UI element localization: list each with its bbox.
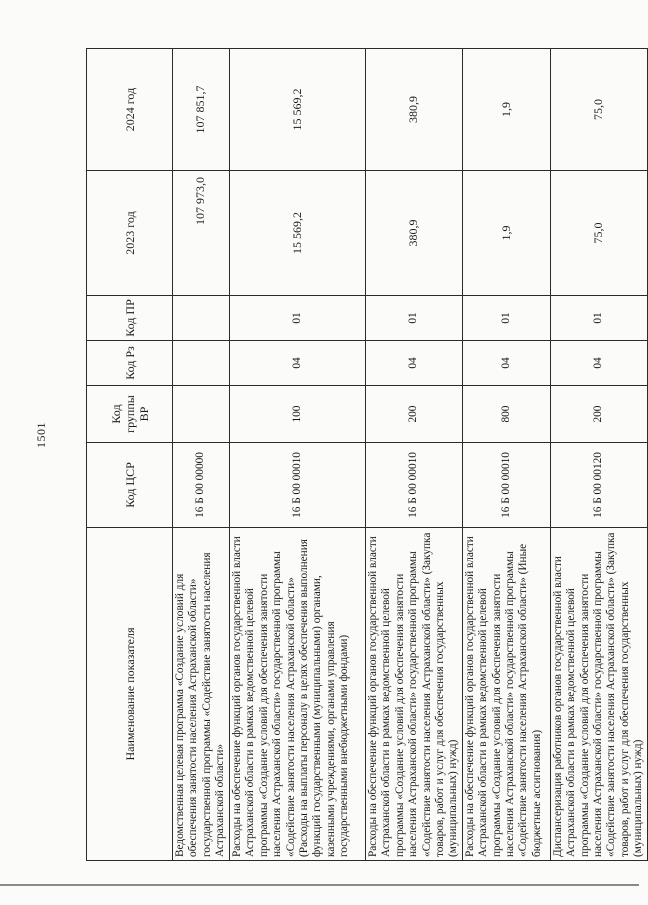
row-2023: 75,0 [550,171,647,296]
row-2023: 15 569,2 [230,171,366,296]
row-pr: 01 [230,296,366,341]
header-csr: Код ЦСР [87,443,173,528]
table-row [462,49,550,861]
row-2024: 15 569,2 [230,49,366,171]
row-name: Расходы на обеспечение функций органов государственной власти Астраханской области в рамках ведомственной целевой программы «Создание условий для обеспечения занятости населения Астраханской области» государственной программы «Содействие занятости населения Астраханской области» (Иные бюджетные ассигнования) [462,528,550,861]
row-vr: 100 [230,386,366,443]
header-pr: Код ПР [87,296,173,341]
table-row [230,49,366,861]
row-2024: 380,9 [366,49,463,171]
header-2024: 2024 год [87,49,173,171]
row-csr: 16 Б 00 00010 [366,443,463,528]
row-csr: 16 Б 00 00010 [462,443,550,528]
header-row [87,49,173,861]
budget-table-container [86,49,645,861]
row-name: Ведомственная целевая программа «Создание условий для обеспечения занятости населения Астраханской области» государственной программы «Содействие занятости населения Астраханской области» [173,528,230,861]
row-vr: 200 [550,386,647,443]
row-csr: 16 Б 00 00000 [173,443,230,528]
row-name: Расходы на обеспечение функций органов государственной власти Астраханской области в рамках ведомственной целевой программы «Создание условий для обеспечения занятости населения Астраханской области» государственной программы «Содействие занятости населения Астраханской области» (Закупка товаров, работ и услуг для обеспечения государственных (муниципальных) нужд) [366,528,463,861]
row-pr: 01 [462,296,550,341]
row-pr: 01 [366,296,463,341]
table-row [173,49,230,861]
row-2023: 1,9 [462,171,550,296]
row-2024: 1,9 [462,49,550,171]
row-csr: 16 Б 00 00010 [230,443,366,528]
row-pr: 01 [550,296,647,341]
row-csr: 16 Б 00 00120 [550,443,647,528]
row-2024: 107 851,7 [173,49,230,171]
page-number: 1501 [34,422,48,448]
row-rz: 04 [550,341,647,386]
row-rz: 04 [462,341,550,386]
row-pr [173,296,230,341]
bottom-scan-edge [0,884,639,886]
table-row [550,49,647,861]
row-rz [173,341,230,386]
row-2023: 380,9 [366,171,463,296]
header-2023: 2023 год [87,171,173,296]
header-rz: Код Рз [87,341,173,386]
header-name: Наименование показателя [87,528,173,861]
table-row [366,49,463,861]
row-vr: 800 [462,386,550,443]
budget-table [86,48,648,861]
row-2024: 75,0 [550,49,647,171]
row-name: Диспансеризация работников органов государственной власти Астраханской области в рамках ведомственной целевой программы «Создание условий для обеспечения занятости населения Астраханской области» государственной программы «Содействие занятости населения Астраханской области» (Закупка товаров, работ и услуг для обеспечения государственных (муниципальных) нужд) [550,528,647,861]
row-2023: 107 973,0 [173,171,230,296]
row-rz: 04 [366,341,463,386]
row-rz: 04 [230,341,366,386]
row-name: Расходы на обеспечение функций органов государственной власти Астраханской области в рамках ведомственной целевой программы «Создание условий для обеспечения занятости населения Астраханской области» государственной программы «Содействие занятости населения Астраханской области» (Расходы на выплаты персоналу в целях обеспечения выполнения функций государственными (муниципальными) органами, казенными учреждениями, органами управления государственными внебюджетными фондами) [230,528,366,861]
row-vr [173,386,230,443]
header-vr: Код группы ВР [87,386,173,443]
row-vr: 200 [366,386,463,443]
